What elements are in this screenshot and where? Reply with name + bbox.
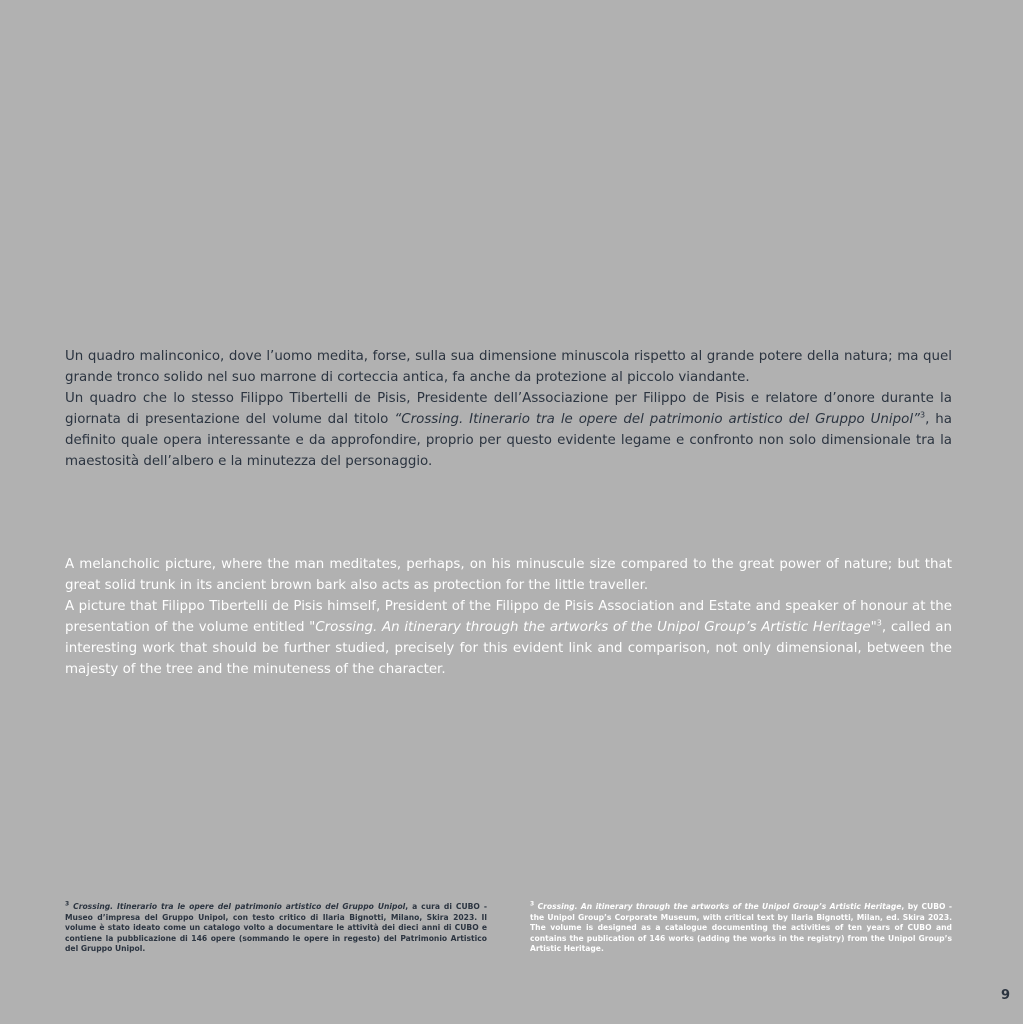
italian-text-2-end: , ha definito quale opera interessante e da approfondire, proprio per questo evidente legame e confronto non solo dimensionale tra la maestosità dell’albero e la minutezza del personaggio. bbox=[65, 412, 952, 469]
english-footnote-title: Crossing. An itinerary through the artworks of the Unipol Group’s Artistic Heritage bbox=[537, 902, 902, 911]
italian-paragraph bbox=[65, 346, 952, 472]
english-footnote-text: , by CUBO - the Unipol Group’s Corporate Museum, with critical text by Ilaria Bignotti, Milan, ed. Skira 2023. The volume is designed as a catalogue documenting the activities of ten years of CUBO and contains the publication of 146 works (adding the works in the registry) from the Unipol Group’s Artistic Heritage. bbox=[530, 902, 953, 954]
italian-footnote bbox=[65, 902, 487, 955]
english-footnote-ref: 3 bbox=[876, 618, 882, 628]
italian-text-2 bbox=[65, 388, 952, 472]
english-text-2-end: , called an interesting work that should be further studied, precisely for this evident link and comparison, not only dimensional, between the majesty of the tree and the minuteness of the character. bbox=[65, 620, 952, 677]
italian-footnote-text: , a cura di CUBO - Museo d’impresa del Gruppo Unipol, con testo critico di Ilaria Bignotti, Milano, Skira 2023. Il volume è stato ideato come un catalogo volto a documentare le attività dei dieci anni di CUBO e contiene la pubblicazione di 146 opere (sommando le opere in regesto) del Patrimonio Artistico del Gruppo Unipol. bbox=[65, 902, 487, 954]
english-text-1: A melancholic picture, where the man meditates, perhaps, on his minuscule size compared to the great power of nature; but that great solid trunk in its ancient brown bark also acts as protection for the little traveller. bbox=[65, 557, 952, 593]
italian-footnote-title: Crossing. Itinerario tra le opere del patrimonio artistico del Gruppo Unipol bbox=[73, 902, 406, 911]
english-text-2 bbox=[65, 596, 952, 680]
english-footnote bbox=[530, 902, 952, 955]
english-book-title: "Crossing. An itinerary through the artworks of the Unipol Group’s Artistic Heritage" bbox=[309, 620, 877, 635]
english-footnote-number: 3 bbox=[530, 900, 535, 908]
english-text-2-start: A picture that Filippo Tibertelli de Pisis himself, President of the Filippo de Pisis Association and Estate and speaker of honour at the presentation of the volume entitled bbox=[65, 599, 952, 635]
italian-footnote-number: 3 bbox=[65, 900, 70, 908]
italian-book-title: “Crossing. Itinerario tra le opere del patrimonio artistico del Gruppo Unipol” bbox=[394, 412, 920, 427]
italian-text-1: Un quadro malinconico, dove l’uomo medita, forse, sulla sua dimensione minuscola rispetto al grande potere della natura; ma quel grande tronco solido nel suo marrone di corteccia antica, fa anche da protezione al piccolo viandante. bbox=[65, 349, 952, 385]
italian-text-2-start: Un quadro che lo stesso Filippo Tibertelli de Pisis, Presidente dell’Associazione per Filippo de Pisis e relatore d’onore durante la giornata di presentazione del volume dal titolo bbox=[65, 391, 952, 427]
italian-footnote-ref: 3 bbox=[919, 410, 926, 420]
english-paragraph bbox=[65, 554, 952, 680]
page-number: 9 bbox=[1000, 988, 1010, 1003]
